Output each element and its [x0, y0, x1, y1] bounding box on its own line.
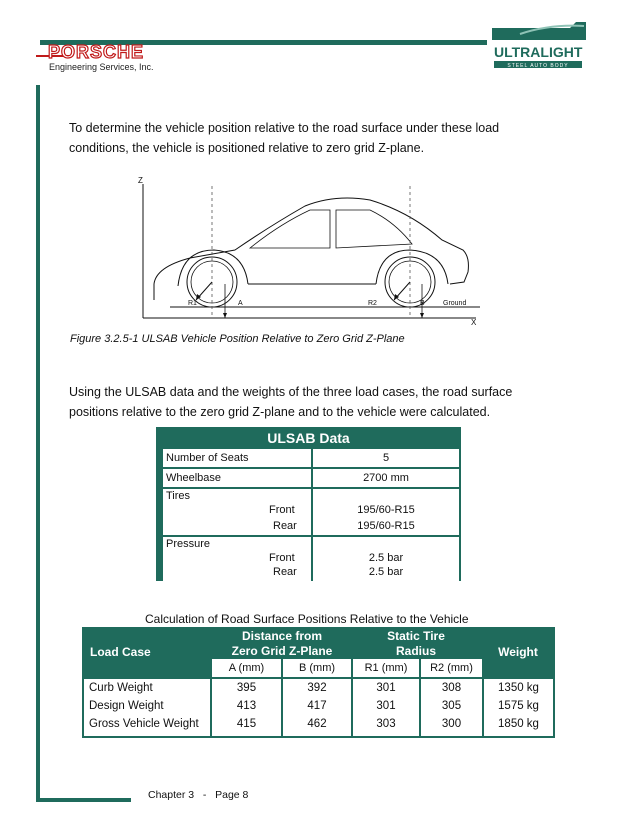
weight-column: [484, 679, 553, 736]
header-weight: Weight: [498, 645, 538, 659]
tires-label-cell: [163, 489, 311, 535]
subheader-a: A (mm): [212, 659, 281, 677]
subheader-b: B (mm): [283, 659, 351, 677]
logo-wordmark: ULTRALIGHT: [494, 44, 583, 60]
curb-a-value: 395: [236, 682, 257, 694]
header-load-case: Load Case: [90, 645, 151, 659]
seats-label: Number of Seats: [166, 452, 249, 464]
rear-wheel-arch: [376, 250, 448, 284]
table-row-curb-case: Curb Weight: [89, 682, 153, 694]
r2-column: [421, 679, 482, 736]
curb-b-value: 392: [307, 682, 327, 694]
gross-a-value: 415: [236, 718, 257, 730]
pressure-front-value: 2.5 bar: [368, 552, 404, 564]
tires-label: Tires: [166, 490, 191, 502]
tires-rear-label: Rear: [273, 520, 297, 532]
tires-value-cell: [313, 489, 459, 535]
gross-r1-value: 303: [376, 718, 396, 730]
porsche-logo: PORSCHE: [48, 42, 145, 62]
vehicle-position-figure: [130, 172, 490, 327]
x-axis-label: X: [471, 318, 477, 327]
method-line-1: Using the ULSAB data and the weights of the three load cases, the road surface: [69, 385, 513, 399]
a-column: [212, 679, 281, 736]
curb-weight-value: 1350 kg: [498, 682, 539, 694]
tires-rear-value: 195/60-R15: [357, 520, 415, 532]
subheader-r1: R1 (mm): [353, 659, 419, 677]
design-weight-value: 1575 kg: [498, 700, 539, 712]
calc-table-title: Calculation of Road Surface Positions Relative to the Vehicle: [145, 612, 469, 626]
header-distance-line1: Distance from: [241, 629, 323, 643]
wheelbase-value-cell: [313, 469, 459, 487]
curb-r1-value: 301: [376, 682, 396, 694]
method-paragraph: [69, 382, 512, 422]
pressure-label-cell: [163, 537, 311, 581]
front-window: [250, 210, 330, 248]
z-axis-label: Z: [138, 176, 143, 185]
intro-line-1: To determine the vehicle position relative to the road surface under these load: [69, 121, 500, 135]
pressure-rear-value: 2.5 bar: [368, 566, 404, 578]
header-radius-line2: Radius: [395, 644, 436, 658]
design-r1-value: 301: [376, 700, 396, 712]
ulsab-table-title: ULSAB Data: [267, 430, 350, 446]
design-b-value: 417: [307, 700, 327, 712]
ulsab-data-table: [156, 427, 461, 581]
tires-front-value: 195/60-R15: [357, 504, 415, 516]
front-wheel-arch: [178, 250, 248, 286]
seats-value: 5: [382, 452, 390, 464]
page-footer: Chapter 3 - Page 8: [148, 789, 249, 801]
r2-label: R2: [368, 300, 377, 307]
car-body-outline: [154, 198, 468, 300]
method-line-2: positions relative to the zero grid Z-plane and to the vehicle were calculated.: [69, 405, 491, 419]
ground-label: Ground: [443, 300, 467, 307]
load-case-column: [84, 679, 210, 736]
seats-label-cell: [163, 449, 311, 467]
wheelbase-label: Wheelbase: [166, 472, 222, 484]
b-column: [283, 679, 351, 736]
table-row-gross-case: Gross Vehicle Weight: [89, 718, 199, 730]
footer-rule: [36, 798, 131, 802]
figure-caption: Figure 3.2.5-1 ULSAB Vehicle Position Relative to Zero Grid Z-Plane: [70, 333, 405, 345]
b-label: B: [420, 300, 425, 307]
gross-b-value: 462: [307, 718, 327, 730]
r1-column: [353, 679, 419, 736]
design-a-value: 413: [236, 700, 257, 712]
logo-tagline: STEEL AUTO BODY: [507, 63, 569, 69]
pressure-rear-label: Rear: [273, 566, 297, 578]
curb-r2-value: 308: [441, 682, 462, 694]
table-row-design-case: Design Weight: [89, 700, 164, 712]
wheelbase-value: 2700 mm: [363, 472, 409, 484]
wheelbase-label-cell: [163, 469, 311, 487]
header-distance-line2: Zero Grid Z-Plane: [231, 644, 333, 658]
pressure-label: Pressure: [166, 538, 211, 550]
design-r2-value: 305: [441, 700, 462, 712]
gross-r2-value: 300: [441, 718, 462, 730]
header-radius-line1: Static Tire: [387, 629, 445, 643]
rear-window: [336, 210, 412, 248]
subheader-r2: R2 (mm): [421, 659, 482, 677]
company-subtitle: Engineering Services, Inc.: [49, 62, 154, 72]
tires-front-label: Front: [269, 504, 295, 516]
intro-paragraph: [69, 118, 499, 158]
gross-weight-value: 1850 kg: [498, 718, 539, 730]
r1-label: R1: [188, 300, 197, 307]
left-margin-rule: [36, 85, 40, 802]
pressure-value-cell: [313, 537, 459, 581]
ultralight-logo: [490, 22, 586, 70]
intro-line-2: conditions, the vehicle is positioned relative to zero grid Z-plane.: [69, 141, 425, 155]
a-label: A: [238, 300, 243, 307]
seats-value-cell: [313, 449, 459, 467]
pressure-front-label: Front: [269, 552, 295, 564]
